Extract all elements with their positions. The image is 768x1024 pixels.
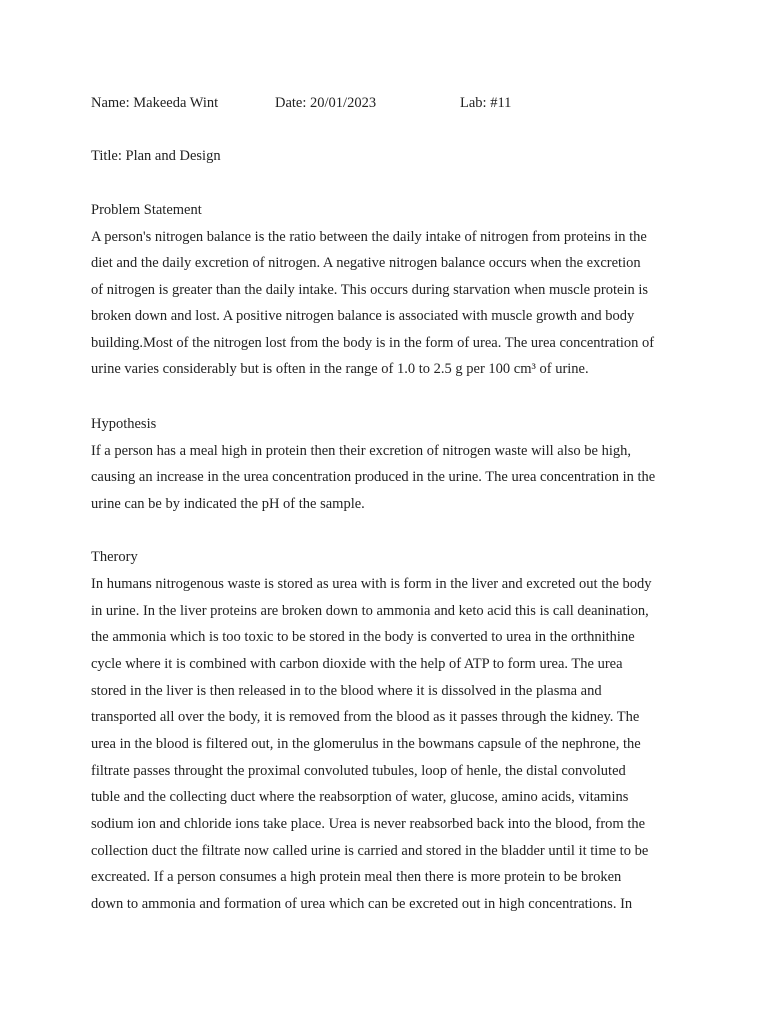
paragraph-line: cycle where it is combined with carbon dioxide with the help of ATP to form urea. The urea <box>91 656 623 672</box>
lab-date: Date: 20/01/2023 <box>275 95 377 111</box>
paragraph-line: If a person has a meal high in protein then their excretion of nitrogen waste will also be high, <box>91 443 631 459</box>
paragraph-line: urine varies considerably but is often in the range of 1.0 to 2.5 g per 100 cm³ of urine. <box>91 361 589 377</box>
paragraph-line: urine can be by indicated the pH of the sample. <box>91 496 365 512</box>
section-heading-problem-statement: Problem Statement <box>91 202 202 218</box>
lab-number: Lab: #11 <box>460 95 512 111</box>
paragraph-line: down to ammonia and formation of urea which can be excreted out in high concentrations. In <box>91 896 633 912</box>
paragraph-line: stored in the liver is then released in to the blood where it is dissolved in the plasma and <box>91 683 602 699</box>
paragraph-line: In humans nitrogenous waste is stored as urea with is form in the liver and excreted out the body <box>91 576 652 592</box>
section-heading-theory: Therory <box>91 549 138 565</box>
paragraph-line: collection duct the filtrate now called urine is carried and stored in the bladder until it time to be <box>91 843 649 859</box>
paragraph-line: urea in the blood is filtered out, in the glomerulus in the bowmans capsule of the nephrone, the <box>91 736 641 752</box>
student-name: Name: Makeeda Wint <box>91 95 219 111</box>
paragraph-line: broken down and lost. A positive nitrogen balance is associated with muscle growth and body <box>91 308 635 324</box>
paragraph-line: the ammonia which is too toxic to be stored in the body is converted to urea in the orthnithine <box>91 629 635 645</box>
paragraph-line: filtrate passes throught the proximal convoluted tubules, loop of henle, the distal convoluted <box>91 763 626 779</box>
paragraph-line: transported all over the body, it is removed from the blood as it passes through the kidney. The <box>91 709 640 725</box>
header-line <box>0 92 768 114</box>
paragraph-line: building.Most of the nitrogen lost from the body is in the form of urea. The urea concentration of <box>91 335 655 351</box>
paragraph-line: excreated. If a person consumes a high protein meal then there is more protein to be broken <box>91 869 622 885</box>
section-heading-hypothesis: Hypothesis <box>91 416 157 432</box>
paragraph-line: tuble and the collecting duct where the reabsorption of water, glucose, amino acids, vitamins <box>91 789 629 805</box>
paragraph-line: causing an increase in the urea concentration produced in the urine. The urea concentration in the <box>91 469 656 485</box>
paragraph-line: sodium ion and chloride ions take place. Urea is never reabsorbed back into the blood, from the <box>91 816 646 832</box>
paragraph-line: A person's nitrogen balance is the ratio between the daily intake of nitrogen from proteins in the <box>91 229 647 245</box>
paragraph-line: diet and the daily excretion of nitrogen. A negative nitrogen balance occurs when the excretion <box>91 255 641 271</box>
document-title: Title: Plan and Design <box>91 148 221 164</box>
paragraph-line: in urine. In the liver proteins are broken down to ammonia and keto acid this is call deanination, <box>91 603 649 619</box>
paragraph-line: of nitrogen is greater than the daily intake. This occurs during starvation when muscle protein is <box>91 282 649 298</box>
